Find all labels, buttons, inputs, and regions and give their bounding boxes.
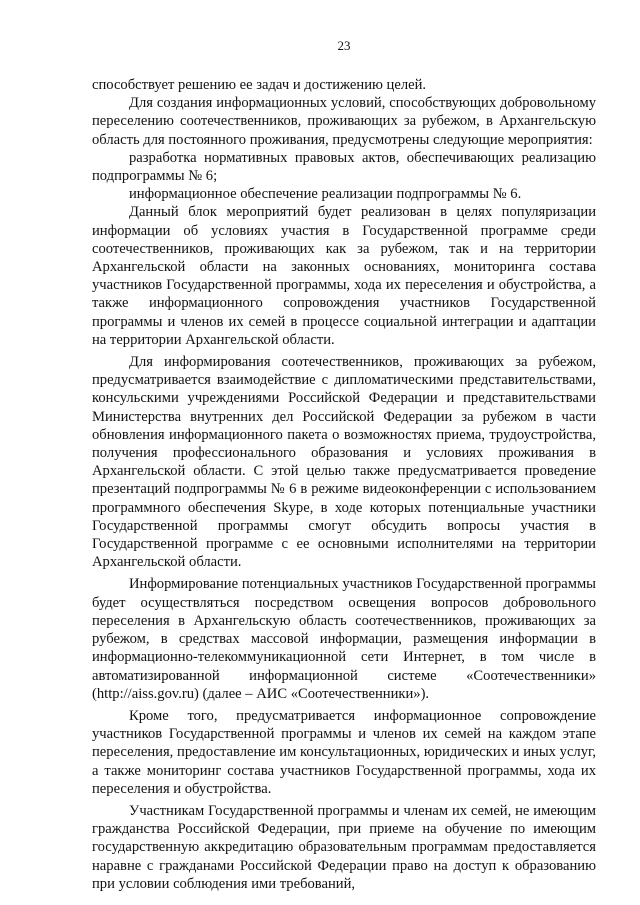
paragraph: разработка нормативных правовых актов, обеспечивающих реализацию подпрограммы № 6; [92, 149, 596, 185]
body-text [92, 76, 596, 893]
paragraph: Участникам Государственной программы и членам их семей, не имеющим гражданства Российской Федерации, при приеме на обучение по имеющим государственную аккредитацию образовательным программам предоставляется наравне с гражданами Российской Федерации право на доступ к образованию при условии соблюдения ими требований, [92, 802, 596, 892]
page-number: 23 [337, 38, 351, 53]
paragraph: Данный блок мероприятий будет реализован в целях популяризации информации об условиях участия в Государственной программе среди соотечественников, проживающих как за рубежом, так и на территории Архангельской области на законных основаниях, мониторинга состава участников Государственной программы, хода их переселения и обустройства, а также информационного сопровождения участников Государственной программы и членов их семей в процессе социальной интеграции и адаптации на территории Архангельской области. [92, 204, 596, 348]
paragraph: Информирование потенциальных участников Государственной программы будет осуществляться посредством освещения вопросов добровольного переселения в Архангельскую область соотечественников, проживающих за рубежом, в средствах массовой информации, размещения информации в информационно-телекоммуникационной сети Интернет, в том числе в автоматизированной информационной системе «Соотечественники» (http://aiss.gov.ru) (далее – АИС «Соотечественники»). [92, 576, 596, 702]
paragraph: Для информирования соотечественников, проживающих за рубежом, предусматривается взаимодействие с дипломатическими представительствами, консульскими учреждениями Российской Федерации и представительствами Министерства внутренних дел Российской Федерации за рубежом в части обновления информационного пакета о возможностях приема, трудоустройства, получения профессионального образования и условиях проживания в Архангельской области. С этой целью также предусматривается проведение презентаций подпрограммы № 6 в режиме видеоконференции с использованием программного обеспечения Skype, в ходе которых потенциальные участники Государственной программы смогут обсудить вопросы участия в Государственной программе с ее основными исполнителями на территории Архангельской области. [92, 354, 596, 571]
paragraph: Для создания информационных условий, способствующих добровольному переселению соотечественников, проживающих за рубежом, в Архангельскую область для постоянного проживания, предусмотрены следующие мероприятия: [92, 95, 596, 148]
paragraph: способствует решению ее задач и достижению целей. [92, 77, 427, 93]
paragraph: информационное обеспечение реализации подпрограммы № 6. [129, 186, 522, 203]
paragraph: Кроме того, предусматривается информационное сопровождение участников Государственной программы и членов их семей на каждом этапе переселения, предоставление им консультационных, юридических и иных услуг, а также мониторинг состава участников Государственной программы, хода их переселения и обустройства. [92, 707, 596, 797]
